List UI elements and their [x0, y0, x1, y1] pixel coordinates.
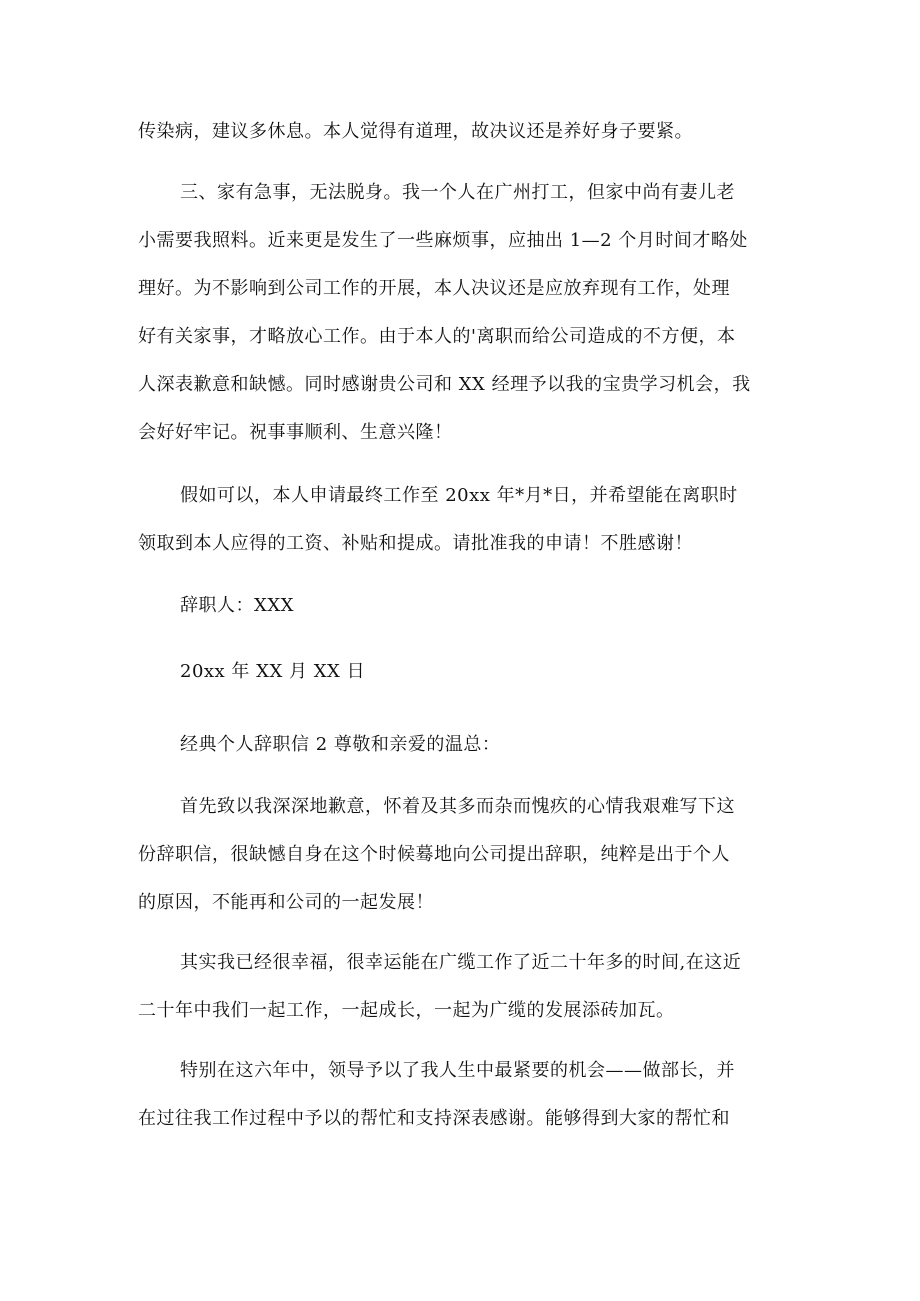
paragraph-line: 二十年中我们一起工作，一起成长，一起为广缆的发展添砖加瓦。 [138, 1000, 675, 1021]
paragraph-line: 假如可以，本人申请最终工作至 20xx 年*月*日，并希望能在离职时 [180, 485, 738, 506]
signature-line: 辞职人：XXX [180, 595, 294, 616]
paragraph-line: 特别在这六年中，领导予以了我人生中最紧要的机会——做部长，并 [180, 1060, 735, 1081]
paragraph-line: 首先致以我深深地歉意，怀着及其多而杂而愧疚的心情我艰难写下这 [180, 796, 735, 817]
paragraph-line: 会好好牢记。祝事事顺利、生意兴隆！ [138, 422, 453, 443]
section-heading: 经典个人辞职信 2 尊敬和亲爱的温总： [180, 734, 501, 755]
paragraph-line: 三、家有急事，无法脱身。我一个人在广州打工，但家中尚有妻儿老 [180, 182, 735, 203]
date-line: 20xx 年 XX 月 XX 日 [180, 661, 366, 682]
paragraph-line: 人深表歉意和缺憾。同时感谢贵公司和 XX 经理予以我的宝贵学习机会，我 [138, 374, 751, 395]
paragraph-line: 在过往我工作过程中予以的帮忙和支持深表感谢。能够得到大家的帮忙和 [138, 1108, 730, 1129]
paragraph-line: 份辞职信，很缺憾自身在这个时候蓦地向公司提出辞职，纯粹是出于个人 [138, 844, 730, 865]
paragraph-line: 好有关家事，才略放心工作。由于本人的'离职而给公司造成的不方便，本 [138, 326, 736, 347]
paragraph-line: 其实我已经很幸福，很幸运能在广缆工作了近二十年多的时间,在这近 [180, 952, 742, 973]
paragraph-line: 小需要我照料。近来更是发生了一些麻烦事，应抽出 1—2 个月时间才略处 [138, 230, 748, 251]
paragraph-line: 理好。为不影响到公司工作的开展，本人决议还是应放弃现有工作，处理 [138, 278, 730, 299]
paragraph-line: 领取到本人应得的工资、补贴和提成。请批准我的申请！不胜感谢！ [138, 533, 693, 554]
paragraph-line: 传染病，建议多休息。本人觉得有道理，故决议还是养好身子要紧。 [138, 121, 693, 142]
paragraph-line: 的原因，不能再和公司的一起发展！ [138, 892, 434, 913]
